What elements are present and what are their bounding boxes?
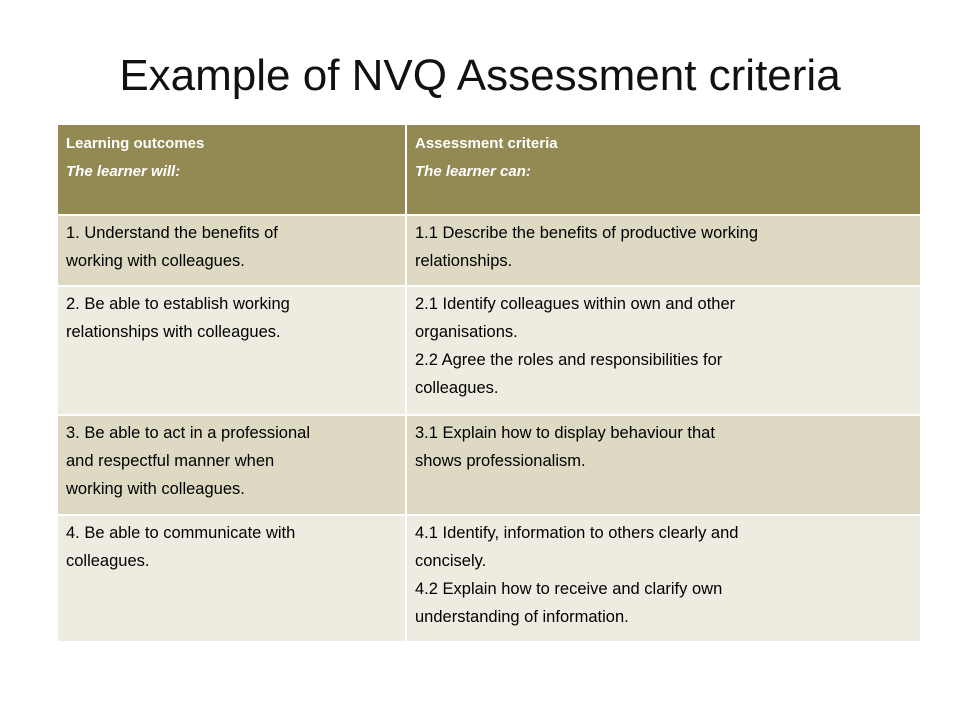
header-subtitle: The learner can:	[415, 163, 531, 180]
cell-text-line: relationships with colleagues.	[66, 323, 281, 341]
cell-text-line: colleagues.	[415, 379, 499, 397]
cell-text-line: and respectful manner when	[66, 452, 275, 470]
cell-text-line: 1.1 Describe the benefits of productive working	[415, 224, 759, 242]
criteria-cell	[406, 415, 920, 515]
table-row	[58, 215, 920, 286]
cell-text-line: 4. Be able to communicate with	[66, 524, 296, 542]
cell-text-line: concisely.	[415, 552, 487, 570]
slide-title: Example of NVQ Assessment criteria	[119, 51, 841, 100]
criteria-cell	[406, 286, 920, 415]
header-assessment-criteria	[406, 125, 920, 215]
table-row	[58, 415, 920, 515]
cell-text-line: 3. Be able to act in a professional	[66, 424, 310, 442]
criteria-cell	[406, 515, 920, 641]
cell-text-line: 2.2 Agree the roles and responsibilities for	[415, 351, 723, 369]
outcome-cell	[58, 515, 406, 641]
header-title: Assessment criteria	[415, 135, 558, 152]
header-learning-outcomes	[58, 125, 406, 215]
table-row	[58, 515, 920, 641]
cell-text-line: 2.1 Identify colleagues within own and other	[415, 295, 736, 313]
cell-text-line: 1. Understand the benefits of	[66, 224, 278, 242]
cell-text-line: 4.2 Explain how to receive and clarify own	[415, 580, 723, 598]
cell-text-line: colleagues.	[66, 552, 150, 570]
cell-text-line: 2. Be able to establish working	[66, 295, 290, 313]
cell-text-line: 4.1 Identify, information to others clearly and	[415, 524, 739, 542]
table-row	[58, 286, 920, 415]
cell-text-line: understanding of information.	[415, 608, 629, 626]
outcome-cell	[58, 286, 406, 415]
criteria-cell	[406, 215, 920, 286]
cell-text-line: working with colleagues.	[66, 252, 245, 270]
cell-text-line: working with colleagues.	[66, 480, 245, 498]
header-subtitle: The learner will:	[66, 163, 181, 180]
table-header-row	[58, 125, 920, 215]
outcome-cell	[58, 415, 406, 515]
cell-text-line: relationships.	[415, 252, 513, 270]
header-title: Learning outcomes	[66, 135, 205, 152]
cell-text-line: organisations.	[415, 323, 518, 341]
cell-text-line: shows professionalism.	[415, 452, 586, 470]
assessment-criteria-table	[58, 125, 920, 641]
outcome-cell	[58, 215, 406, 286]
cell-text-line: 3.1 Explain how to display behaviour that	[415, 424, 715, 442]
